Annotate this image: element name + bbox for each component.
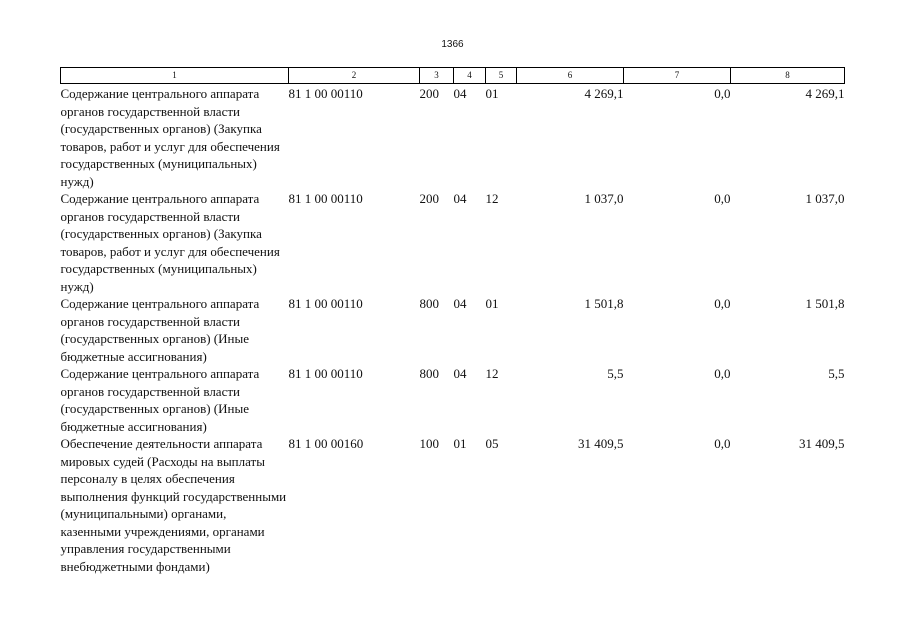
subsection-code: 01 [485, 296, 499, 311]
target-article-code: 81 1 00 00160 [288, 436, 364, 451]
section-code: 01 [453, 436, 467, 451]
column-number-5: 5 [486, 68, 517, 84]
expense-name: Содержание центрального аппарата органов государственной власти (государственных органов) (Иные бюджетные ассигнования) [60, 366, 260, 434]
change-value: 0,0 [714, 296, 731, 311]
section-code: 04 [453, 191, 467, 206]
change-value: 0,0 [714, 86, 731, 101]
column-number-8: 8 [731, 68, 845, 84]
total-value: 4 269,1 [805, 86, 845, 101]
section-code: 04 [453, 366, 467, 381]
column-number-3: 3 [420, 68, 454, 84]
column-number-7: 7 [624, 68, 731, 84]
expense-name: Содержание центрального аппарата органов государственной власти (государственных органов) (Иные бюджетные ассигнования) [60, 296, 260, 364]
target-article-code: 81 1 00 00110 [288, 86, 363, 101]
change-value: 0,0 [714, 366, 731, 381]
table-row [61, 84, 845, 191]
expense-type-code: 200 [419, 86, 439, 101]
subsection-code: 05 [485, 436, 499, 451]
column-number-1: 1 [61, 68, 289, 84]
amount-value: 31 409,5 [578, 436, 624, 451]
table-row [61, 365, 845, 435]
change-value: 0,0 [714, 191, 731, 206]
section-code: 04 [453, 86, 467, 101]
amount-value: 1 501,8 [584, 296, 624, 311]
expense-type-code: 800 [419, 296, 439, 311]
expense-name: Обеспечение деятельности аппарата мировых судей (Расходы на выплаты персоналу в целях обеспечения выполнения функций государственными (муниципальными) органами, казенными учреждениями, органами управления государственными внебюджетными фондами) [60, 436, 287, 574]
table-row [61, 295, 845, 365]
total-value: 5,5 [828, 366, 845, 381]
expense-type-code: 200 [419, 191, 439, 206]
amount-value: 4 269,1 [584, 86, 624, 101]
total-value: 1 501,8 [805, 296, 845, 311]
column-number-4: 4 [454, 68, 486, 84]
table-row [61, 190, 845, 295]
amount-value: 1 037,0 [584, 191, 624, 206]
target-article-code: 81 1 00 00110 [288, 296, 363, 311]
subsection-code: 01 [485, 86, 499, 101]
target-article-code: 81 1 00 00110 [288, 191, 363, 206]
section-code: 04 [453, 296, 467, 311]
expense-name: Содержание центрального аппарата органов государственной власти (государственных органов) (Закупка товаров, работ и услуг для обеспечения государственных (муниципальных) нужд) [60, 191, 280, 294]
subsection-code: 12 [485, 191, 499, 206]
budget-table [60, 67, 845, 575]
subsection-code: 12 [485, 366, 499, 381]
page-number: 1366 [441, 39, 464, 50]
expense-name: Содержание центрального аппарата органов государственной власти (государственных органов) (Закупка товаров, работ и услуг для обеспечения государственных (муниципальных) нужд) [60, 86, 280, 189]
amount-value: 5,5 [607, 366, 624, 381]
target-article-code: 81 1 00 00110 [288, 366, 363, 381]
expense-type-code: 800 [419, 366, 439, 381]
column-number-2: 2 [289, 68, 420, 84]
total-value: 31 409,5 [799, 436, 845, 451]
table-header-row [61, 68, 845, 84]
table-row [61, 435, 845, 575]
expense-type-code: 100 [419, 436, 439, 451]
total-value: 1 037,0 [805, 191, 845, 206]
column-number-6: 6 [517, 68, 624, 84]
change-value: 0,0 [714, 436, 731, 451]
